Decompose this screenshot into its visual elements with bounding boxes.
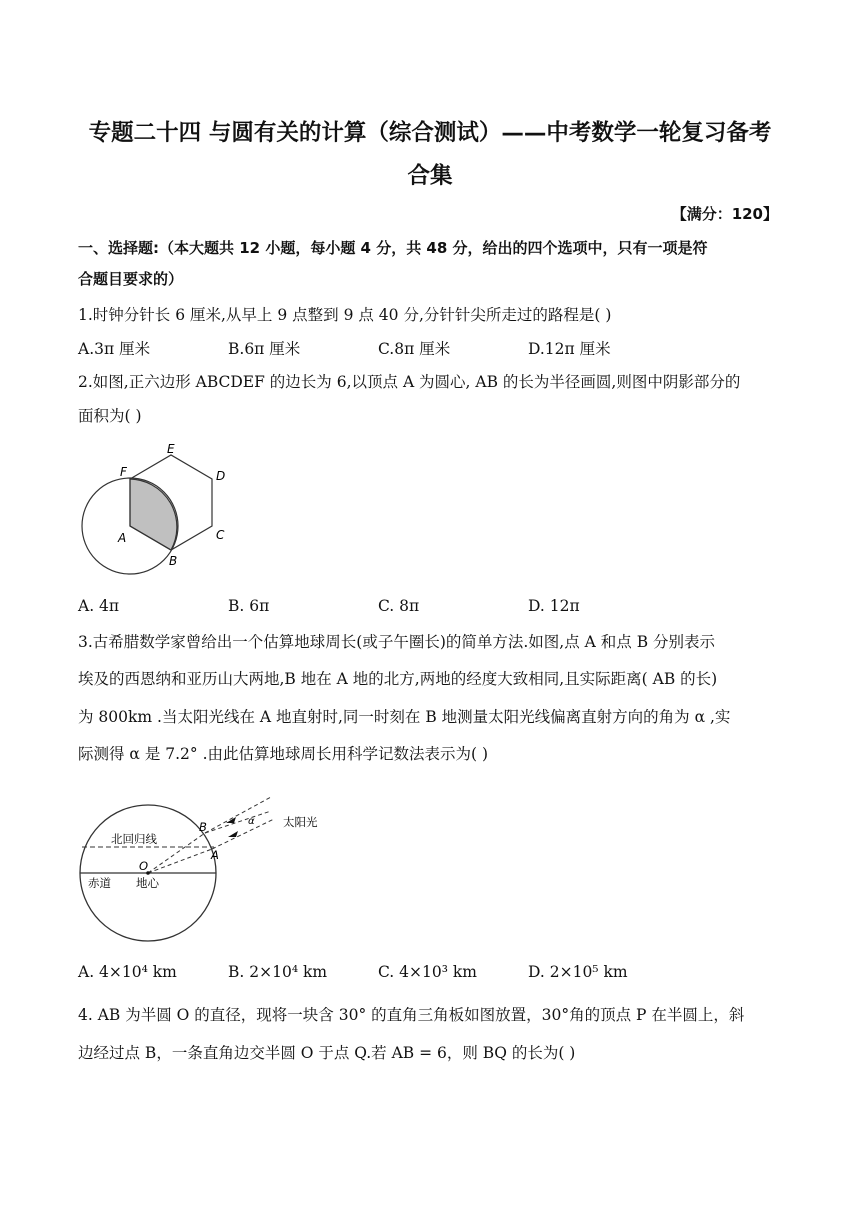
q3-label-tropic: 北回归线 (111, 832, 157, 846)
q2-hexagon-figure (78, 438, 248, 573)
q2-stem: 2.如图,正六边形 ABCDEF 的边长为 6,以顶点 A 为圆心, AB 的长为半径画圆,则图中阴影部分的 (78, 373, 741, 391)
q4-stem-cont: 边经过点 B，一条直角边交半圆 O 于点 Q.若 AB = 6，则 BQ 的长为( ) (78, 1044, 576, 1062)
q3-options (78, 963, 678, 981)
q3-label-o: O (139, 859, 149, 873)
full-score: 【满分：120】 (671, 205, 778, 223)
q2-options (78, 597, 678, 615)
page-title-cont: 合集 (407, 163, 453, 189)
q3-label-alpha: α (248, 816, 255, 827)
q3-stem-3: 为 800km .当太阳光线在 A 地直射时,同一时刻在 B 地测量太阳光线偏离直射方向的角为 α ,实 (78, 708, 731, 726)
section-heading-cont: 合题目要求的） (78, 270, 184, 288)
q3-label-center: 地心 (136, 876, 159, 890)
q3-label-sunlight: 太阳光 (283, 815, 318, 829)
q2-label-f: F (120, 465, 127, 479)
q1-option-c[interactable]: C.8π 厘米 (378, 340, 451, 358)
q2-label-e: E (167, 442, 175, 456)
q1-option-b[interactable]: B.6π 厘米 (228, 340, 301, 358)
q3-option-b[interactable]: B. 2×10⁴ km (228, 963, 328, 981)
q2-label-c: C (216, 528, 225, 542)
q3-option-a[interactable]: A. 4×10⁴ km (78, 963, 177, 981)
section-heading: 一、选择题:（本大题共 12 小题，每小题 4 分，共 48 分，给出的四个选项中，只有一项是符 (78, 239, 708, 257)
q3-stem-2: 埃及的西恩纳和亚历山大两地,B 地在 A 地的北方,两地的经度大致相同,且实际距离( AB 的长) (78, 670, 718, 688)
q3-option-d[interactable]: D. 2×10⁵ km (528, 963, 628, 981)
q1-option-a[interactable]: A.3π 厘米 (78, 340, 151, 358)
q3-label-b: B (199, 820, 207, 834)
q3-stem: 3.古希腊数学家曾给出一个估算地球周长(或子午圈长)的简单方法.如图,点 A 和点 B 分别表示 (78, 633, 716, 651)
q3-label-equator: 赤道 (88, 876, 111, 890)
q2-option-c[interactable]: C. 8π (378, 597, 420, 615)
q2-label-b: B (169, 554, 178, 568)
page-title: 专题二十四 与圆有关的计算（综合测试）——中考数学一轮复习备考 (88, 120, 772, 146)
q2-option-a[interactable]: A. 4π (78, 597, 120, 615)
q3-earth-figure (78, 793, 348, 943)
q2-label-a: A (118, 531, 127, 545)
q1-stem: 1.时钟分针长 6 厘米,从早上 9 点整到 9 点 40 分,分针针尖所走过的路程是( ) (78, 306, 612, 324)
q3-option-c[interactable]: C. 4×10³ km (378, 963, 477, 981)
q2-option-b[interactable]: B. 6π (228, 597, 270, 615)
q2-option-d[interactable]: D. 12π (528, 597, 580, 615)
q3-stem-4: 际测得 α 是 7.2° .由此估算地球周长用科学记数法表示为( ) (78, 745, 489, 763)
q3-label-a: A (211, 848, 219, 862)
q1-option-d[interactable]: D.12π 厘米 (528, 340, 611, 358)
q2-stem-cont: 面积为( ) (78, 407, 142, 425)
q2-label-d: D (216, 469, 226, 483)
q1-options (78, 337, 678, 359)
q4-stem: 4. AB 为半圆 O 的直径，现将一块含 30° 的直角三角板如图放置，30°角的顶点 P 在半圆上，斜 (78, 1006, 745, 1024)
